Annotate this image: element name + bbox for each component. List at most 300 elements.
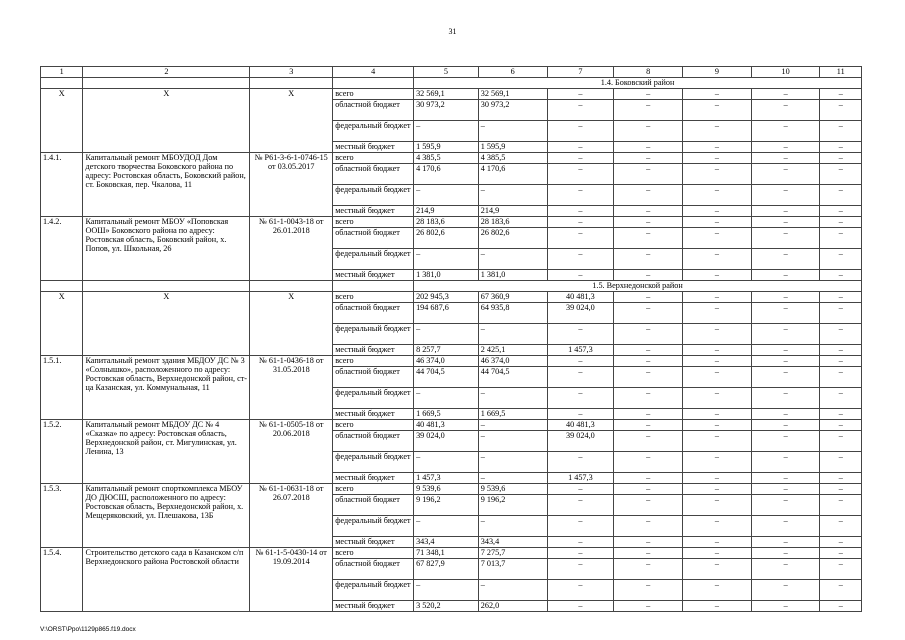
empty-value-cell: – (614, 367, 683, 388)
value-cell: 30 973,2 (478, 100, 547, 121)
header-cell: 7 (547, 67, 614, 78)
value-cell: – (547, 356, 614, 367)
item-number: 1.5.2. (41, 420, 83, 484)
value-cell: – (547, 164, 614, 185)
table-row (41, 217, 862, 228)
empty-value-cell: – (820, 548, 862, 559)
empty-value-cell: – (751, 206, 820, 217)
header-cell: 1 (41, 67, 83, 78)
value-cell: 262,0 (478, 601, 547, 612)
item-name: Строительство детского сада в Казанском с/п Верхнедонского района Ростовской области (83, 548, 250, 612)
value-cell: 8 257,7 (414, 345, 479, 356)
header-cell: 11 (820, 67, 862, 78)
header-row (41, 67, 862, 78)
budget-type-cell: федеральный бюджет (333, 324, 414, 345)
empty-value-cell: – (614, 484, 683, 495)
value-cell: – (414, 249, 479, 270)
empty-value-cell: – (682, 228, 751, 249)
summary-x-cell: Х (83, 292, 250, 356)
empty-value-cell: – (682, 537, 751, 548)
value-cell: 9 196,2 (414, 495, 479, 516)
empty-value-cell: – (682, 324, 751, 345)
value-cell: – (414, 121, 479, 142)
budget-type-cell: областной бюджет (333, 559, 414, 580)
value-cell: – (547, 548, 614, 559)
empty-value-cell: – (614, 548, 683, 559)
value-cell: – (547, 601, 614, 612)
page-number: 31 (448, 27, 457, 36)
value-cell: 1 457,3 (414, 473, 479, 484)
value-cell: 1 669,5 (414, 409, 479, 420)
empty-value-cell: – (682, 516, 751, 537)
empty-value-cell: – (682, 185, 751, 206)
value-cell: 343,4 (478, 537, 547, 548)
value-cell: – (478, 121, 547, 142)
budget-type-cell: областной бюджет (333, 367, 414, 388)
blank-cell (250, 281, 333, 292)
empty-value-cell: – (751, 142, 820, 153)
empty-value-cell: – (751, 516, 820, 537)
value-cell: – (478, 324, 547, 345)
budget-type-cell: всего (333, 217, 414, 228)
value-cell: – (478, 420, 547, 431)
summary-x-cell: Х (41, 292, 83, 356)
empty-value-cell: – (682, 388, 751, 409)
empty-value-cell: – (682, 548, 751, 559)
value-cell: – (547, 228, 614, 249)
table-row (41, 292, 862, 303)
empty-value-cell: – (682, 473, 751, 484)
budget-type-cell: федеральный бюджет (333, 452, 414, 473)
empty-value-cell: – (820, 217, 862, 228)
value-cell: 39 024,0 (414, 431, 479, 452)
value-cell: – (547, 559, 614, 580)
header-cell: 10 (751, 67, 820, 78)
table-row (41, 89, 862, 100)
item-number: 1.5.4. (41, 548, 83, 612)
empty-value-cell: – (820, 228, 862, 249)
empty-value-cell: – (682, 121, 751, 142)
empty-value-cell: – (682, 164, 751, 185)
empty-value-cell: – (682, 206, 751, 217)
empty-value-cell: – (751, 217, 820, 228)
empty-value-cell: – (751, 153, 820, 164)
value-cell: 214,9 (414, 206, 479, 217)
value-cell: – (547, 495, 614, 516)
budget-type-cell: местный бюджет (333, 206, 414, 217)
empty-value-cell: – (682, 249, 751, 270)
empty-value-cell: – (682, 270, 751, 281)
empty-value-cell: – (751, 89, 820, 100)
empty-value-cell: – (820, 356, 862, 367)
value-cell: 30 973,2 (414, 100, 479, 121)
value-cell: 7 013,7 (478, 559, 547, 580)
empty-value-cell: – (820, 324, 862, 345)
value-cell: – (547, 537, 614, 548)
empty-value-cell: – (820, 473, 862, 484)
value-cell: 7 275,7 (478, 548, 547, 559)
empty-value-cell: – (614, 270, 683, 281)
empty-value-cell: – (751, 270, 820, 281)
budget-type-cell: всего (333, 292, 414, 303)
header-cell: 9 (682, 67, 751, 78)
table-row (41, 484, 862, 495)
value-cell: – (478, 431, 547, 452)
empty-value-cell: – (614, 142, 683, 153)
empty-value-cell: – (751, 100, 820, 121)
value-cell: 1 457,3 (547, 345, 614, 356)
budget-type-cell: местный бюджет (333, 537, 414, 548)
empty-value-cell: – (751, 388, 820, 409)
budget-type-cell: всего (333, 356, 414, 367)
value-cell: – (547, 484, 614, 495)
item-document: № Р61-3-6-1-0746-15 от 03.05.2017 (250, 153, 333, 217)
empty-value-cell: – (820, 367, 862, 388)
section-header-row (41, 281, 862, 292)
value-cell: 1 457,3 (547, 473, 614, 484)
table-row (41, 420, 862, 431)
budget-type-cell: местный бюджет (333, 142, 414, 153)
value-cell: – (414, 388, 479, 409)
value-cell: – (547, 516, 614, 537)
empty-value-cell: – (820, 559, 862, 580)
empty-value-cell: – (614, 164, 683, 185)
value-cell: 4 170,6 (414, 164, 479, 185)
empty-value-cell: – (820, 516, 862, 537)
empty-value-cell: – (682, 153, 751, 164)
budget-type-cell: всего (333, 484, 414, 495)
summary-x-cell: Х (41, 89, 83, 153)
value-cell: 39 024,0 (547, 431, 614, 452)
budget-type-cell: местный бюджет (333, 409, 414, 420)
value-cell: – (547, 409, 614, 420)
empty-value-cell: – (614, 601, 683, 612)
empty-value-cell: – (751, 473, 820, 484)
empty-value-cell: – (751, 431, 820, 452)
value-cell: 67 360,9 (478, 292, 547, 303)
empty-value-cell: – (820, 249, 862, 270)
value-cell: 64 935,8 (478, 303, 547, 324)
value-cell: 343,4 (414, 537, 479, 548)
value-cell: 3 520,2 (414, 601, 479, 612)
section-title: 1.4. Боковский район (414, 78, 862, 89)
value-cell: 32 569,1 (414, 89, 479, 100)
summary-x-cell: Х (83, 89, 250, 153)
table-row (41, 548, 862, 559)
blank-cell (83, 78, 250, 89)
budget-type-cell: федеральный бюджет (333, 185, 414, 206)
budget-type-cell: федеральный бюджет (333, 388, 414, 409)
empty-value-cell: – (682, 345, 751, 356)
empty-value-cell: – (682, 142, 751, 153)
empty-value-cell: – (751, 121, 820, 142)
budget-type-cell: областной бюджет (333, 495, 414, 516)
empty-value-cell: – (820, 164, 862, 185)
value-cell: – (547, 388, 614, 409)
value-cell: – (547, 153, 614, 164)
value-cell: – (547, 121, 614, 142)
empty-value-cell: – (751, 420, 820, 431)
empty-value-cell: – (751, 367, 820, 388)
empty-value-cell: – (614, 473, 683, 484)
empty-value-cell: – (614, 388, 683, 409)
value-cell: 4 385,5 (478, 153, 547, 164)
budget-type-cell: областной бюджет (333, 228, 414, 249)
empty-value-cell: – (682, 367, 751, 388)
empty-value-cell: – (614, 206, 683, 217)
value-cell: – (478, 473, 547, 484)
empty-value-cell: – (751, 324, 820, 345)
budget-type-cell: местный бюджет (333, 270, 414, 281)
value-cell: 40 481,3 (547, 420, 614, 431)
value-cell: 44 704,5 (478, 367, 547, 388)
budget-type-cell: федеральный бюджет (333, 121, 414, 142)
empty-value-cell: – (751, 409, 820, 420)
budget-type-cell: федеральный бюджет (333, 249, 414, 270)
empty-value-cell: – (820, 303, 862, 324)
value-cell: 202 945,3 (414, 292, 479, 303)
value-cell: – (547, 452, 614, 473)
budget-type-cell: всего (333, 420, 414, 431)
budget-type-cell: областной бюджет (333, 303, 414, 324)
budget-type-cell: всего (333, 89, 414, 100)
item-document: № 61-1-0043-18 от 26.01.2018 (250, 217, 333, 281)
value-cell: 46 374,0 (478, 356, 547, 367)
empty-value-cell: – (682, 420, 751, 431)
empty-value-cell: – (682, 559, 751, 580)
empty-value-cell: – (751, 601, 820, 612)
value-cell: 1 381,0 (414, 270, 479, 281)
header-cell: 3 (250, 67, 333, 78)
value-cell: 26 802,6 (478, 228, 547, 249)
empty-value-cell: – (820, 121, 862, 142)
value-cell: – (547, 367, 614, 388)
value-cell: – (478, 452, 547, 473)
empty-value-cell: – (614, 495, 683, 516)
empty-value-cell: – (820, 142, 862, 153)
empty-value-cell: – (614, 537, 683, 548)
value-cell: 40 481,3 (547, 292, 614, 303)
budget-type-cell: областной бюджет (333, 164, 414, 185)
empty-value-cell: – (820, 185, 862, 206)
value-cell: 9 539,6 (478, 484, 547, 495)
item-number: 1.5.1. (41, 356, 83, 420)
empty-value-cell: – (682, 495, 751, 516)
empty-value-cell: – (820, 292, 862, 303)
value-cell: 9 196,2 (478, 495, 547, 516)
empty-value-cell: – (682, 292, 751, 303)
empty-value-cell: – (820, 206, 862, 217)
item-name: Капитальный ремонт спорткомплекса МБОУ ДО ДЮСШ, расположенного по адресу: Ростовская область, Верхнедонской район, х. Мещеряковский, ул. Плешакова, 13Б (83, 484, 250, 548)
value-cell: – (414, 516, 479, 537)
empty-value-cell: – (682, 217, 751, 228)
blank-cell (41, 78, 83, 89)
empty-value-cell: – (820, 495, 862, 516)
value-cell: 214,9 (478, 206, 547, 217)
value-cell: 39 024,0 (547, 303, 614, 324)
value-cell: 1 595,9 (478, 142, 547, 153)
empty-value-cell: – (751, 345, 820, 356)
empty-value-cell: – (751, 249, 820, 270)
table-body (41, 67, 862, 612)
value-cell: – (547, 324, 614, 345)
empty-value-cell: – (682, 356, 751, 367)
budget-type-cell: федеральный бюджет (333, 516, 414, 537)
header-cell: 2 (83, 67, 250, 78)
empty-value-cell: – (751, 580, 820, 601)
item-name: Капитальный ремонт МБОУДОД Дом детского творчества Боковского района по адресу: Ростовская область, Боковский район, ст. Боковская, пер. Чкалова, 11 (83, 153, 250, 217)
value-cell: – (478, 516, 547, 537)
summary-x-cell: Х (250, 89, 333, 153)
empty-value-cell: – (751, 164, 820, 185)
value-cell: – (547, 185, 614, 206)
empty-value-cell: – (614, 431, 683, 452)
budget-type-cell: местный бюджет (333, 473, 414, 484)
budget-table (40, 66, 862, 612)
value-cell: – (547, 270, 614, 281)
value-cell: 4 385,5 (414, 153, 479, 164)
empty-value-cell: – (614, 559, 683, 580)
item-document: № 61-1-0436-18 от 31.05.2018 (250, 356, 333, 420)
empty-value-cell: – (614, 153, 683, 164)
empty-value-cell: – (614, 409, 683, 420)
empty-value-cell: – (751, 537, 820, 548)
value-cell: 9 539,6 (414, 484, 479, 495)
value-cell: – (547, 89, 614, 100)
item-document: № 61-1-0631-18 от 26.07.2018 (250, 484, 333, 548)
empty-value-cell: – (820, 388, 862, 409)
item-document: № 61-1-0505-18 от 20.06.2018 (250, 420, 333, 484)
footer-file-path: V:\ORST\Ppo\1129p865.f19.docx (40, 626, 136, 633)
budget-type-cell: местный бюджет (333, 345, 414, 356)
empty-value-cell: – (751, 185, 820, 206)
empty-value-cell: – (820, 153, 862, 164)
empty-value-cell: – (614, 217, 683, 228)
value-cell: 28 183,6 (414, 217, 479, 228)
blank-cell (250, 78, 333, 89)
empty-value-cell: – (820, 580, 862, 601)
empty-value-cell: – (751, 452, 820, 473)
item-document: № 61-1-5-0430-14 от 19.09.2014 (250, 548, 333, 612)
empty-value-cell: – (682, 89, 751, 100)
value-cell: – (414, 580, 479, 601)
value-cell: – (478, 388, 547, 409)
empty-value-cell: – (820, 409, 862, 420)
empty-value-cell: – (820, 484, 862, 495)
empty-value-cell: – (820, 420, 862, 431)
empty-value-cell: – (614, 580, 683, 601)
empty-value-cell: – (682, 601, 751, 612)
value-cell: – (414, 185, 479, 206)
section-header-row (41, 78, 862, 89)
value-cell: 71 348,1 (414, 548, 479, 559)
empty-value-cell: – (820, 431, 862, 452)
item-number: 1.5.3. (41, 484, 83, 548)
value-cell: 46 374,0 (414, 356, 479, 367)
budget-type-cell: всего (333, 548, 414, 559)
value-cell: – (547, 249, 614, 270)
empty-value-cell: – (614, 249, 683, 270)
empty-value-cell: – (820, 89, 862, 100)
item-name: Капитальный ремонт МБОУ «Поповская ООШ» Боковского района по адресу: Ростовская область, Боковский район, х. Попов, ул. Школьная, 26 (83, 217, 250, 281)
budget-type-cell: областной бюджет (333, 100, 414, 121)
header-cell: 4 (333, 67, 414, 78)
empty-value-cell: – (751, 303, 820, 324)
empty-value-cell: – (614, 324, 683, 345)
empty-value-cell: – (682, 431, 751, 452)
budget-type-cell: местный бюджет (333, 601, 414, 612)
empty-value-cell: – (751, 356, 820, 367)
value-cell: – (478, 185, 547, 206)
value-cell: – (414, 452, 479, 473)
budget-type-cell: федеральный бюджет (333, 580, 414, 601)
table-row (41, 356, 862, 367)
empty-value-cell: – (751, 495, 820, 516)
value-cell: 1 595,9 (414, 142, 479, 153)
empty-value-cell: – (751, 292, 820, 303)
empty-value-cell: – (682, 580, 751, 601)
item-number: 1.4.2. (41, 217, 83, 281)
budget-type-cell: всего (333, 153, 414, 164)
empty-value-cell: – (614, 100, 683, 121)
empty-value-cell: – (682, 409, 751, 420)
empty-value-cell: – (751, 559, 820, 580)
value-cell: 4 170,6 (478, 164, 547, 185)
blank-cell (83, 281, 250, 292)
empty-value-cell: – (820, 345, 862, 356)
empty-value-cell: – (614, 303, 683, 324)
empty-value-cell: – (820, 270, 862, 281)
blank-cell (333, 78, 414, 89)
empty-value-cell: – (820, 452, 862, 473)
empty-value-cell: – (751, 548, 820, 559)
value-cell: – (547, 100, 614, 121)
value-cell: – (547, 580, 614, 601)
empty-value-cell: – (682, 452, 751, 473)
section-title: 1.5. Верхнедонской район (414, 281, 862, 292)
empty-value-cell: – (614, 345, 683, 356)
value-cell: – (547, 206, 614, 217)
empty-value-cell: – (614, 292, 683, 303)
item-number: 1.4.1. (41, 153, 83, 217)
empty-value-cell: – (682, 100, 751, 121)
empty-value-cell: – (751, 228, 820, 249)
empty-value-cell: – (614, 420, 683, 431)
value-cell: – (478, 249, 547, 270)
value-cell: 44 704,5 (414, 367, 479, 388)
header-cell: 5 (414, 67, 479, 78)
value-cell: 2 425,1 (478, 345, 547, 356)
value-cell: – (547, 142, 614, 153)
value-cell: 26 802,6 (414, 228, 479, 249)
blank-cell (333, 281, 414, 292)
empty-value-cell: – (614, 356, 683, 367)
value-cell: 1 381,0 (478, 270, 547, 281)
value-cell: – (414, 324, 479, 345)
blank-cell (41, 281, 83, 292)
empty-value-cell: – (614, 516, 683, 537)
value-cell: 1 669,5 (478, 409, 547, 420)
empty-value-cell: – (614, 228, 683, 249)
value-cell: 67 827,9 (414, 559, 479, 580)
summary-x-cell: Х (250, 292, 333, 356)
empty-value-cell: – (751, 484, 820, 495)
empty-value-cell: – (614, 89, 683, 100)
empty-value-cell: – (614, 185, 683, 206)
header-cell: 8 (614, 67, 683, 78)
empty-value-cell: – (682, 484, 751, 495)
empty-value-cell: – (614, 452, 683, 473)
